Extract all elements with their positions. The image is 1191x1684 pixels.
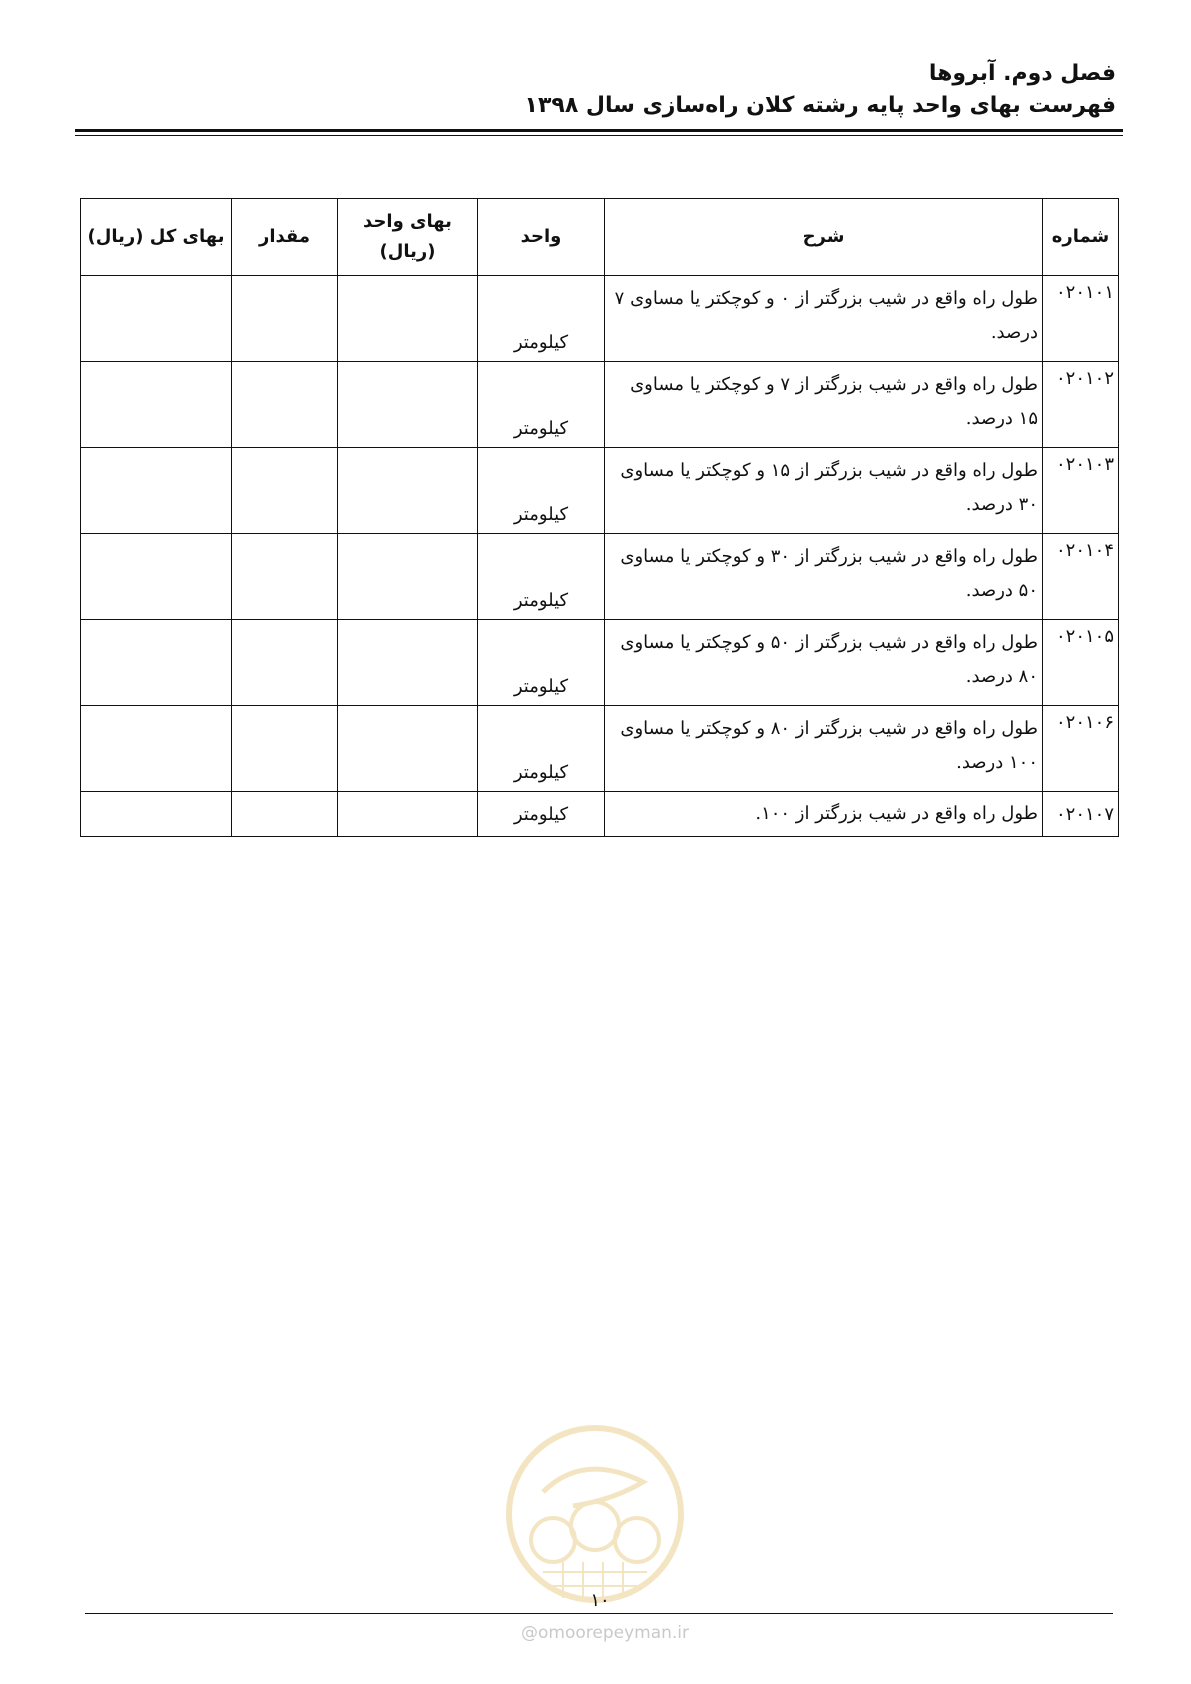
table-row xyxy=(81,362,1119,448)
document-title: فهرست بهای واحد پایه رشته کلان راه‌سازی سال ۱۳۹۸ xyxy=(524,93,1116,118)
watermark-gears xyxy=(531,1502,659,1562)
table-row xyxy=(81,792,1119,837)
row-description: طول راه واقع در شیب بزرگتر از ۱۰۰. xyxy=(605,792,1043,837)
row-total xyxy=(81,448,232,534)
page-header xyxy=(525,58,1116,122)
row-description: طول راه واقع در شیب بزرگتر از ۰ و کوچکتر یا مساوی ۷ درصد. xyxy=(605,276,1043,362)
row-unit-price xyxy=(338,534,478,620)
row-quantity xyxy=(232,620,338,706)
row-number: ۰۲۰۱۰۶ xyxy=(1043,706,1119,792)
footer-rule xyxy=(85,1613,1113,1614)
row-number: ۰۲۰۱۰۲ xyxy=(1043,362,1119,448)
row-quantity xyxy=(232,448,338,534)
header-unit-price-line2: (ریال) xyxy=(379,241,436,262)
row-unit-price xyxy=(338,448,478,534)
header-description: شرح xyxy=(605,199,1043,276)
row-unit: کیلومتر xyxy=(478,792,605,837)
row-quantity xyxy=(232,706,338,792)
row-quantity xyxy=(232,276,338,362)
row-number: ۰۲۰۱۰۱ xyxy=(1043,276,1119,362)
row-unit: کیلومتر xyxy=(478,534,605,620)
row-description: طول راه واقع در شیب بزرگتر از ۵۰ و کوچکتر یا مساوی ۸۰ درصد. xyxy=(605,620,1043,706)
row-number: ۰۲۰۱۰۵ xyxy=(1043,620,1119,706)
row-number: ۰۲۰۱۰۴ xyxy=(1043,534,1119,620)
row-quantity xyxy=(232,362,338,448)
row-description: طول راه واقع در شیب بزرگتر از ۳۰ و کوچکتر یا مساوی ۵۰ درصد. xyxy=(605,534,1043,620)
row-total xyxy=(81,362,232,448)
row-unit-price xyxy=(338,706,478,792)
row-unit-price xyxy=(338,362,478,448)
row-unit: کیلومتر xyxy=(478,706,605,792)
header-unit: واحد xyxy=(478,199,605,276)
header-number: شماره xyxy=(1043,199,1119,276)
row-description: طول راه واقع در شیب بزرگتر از ۸۰ و کوچکتر یا مساوی ۱۰۰ درصد. xyxy=(605,706,1043,792)
table-row xyxy=(81,620,1119,706)
row-total xyxy=(81,276,232,362)
website-watermark: @omoorepeyman.ir xyxy=(520,1623,690,1643)
table-header-row xyxy=(81,199,1119,276)
chapter-title: فصل دوم. آبروها xyxy=(928,61,1116,86)
row-total xyxy=(81,620,232,706)
row-description: طول راه واقع در شیب بزرگتر از ۷ و کوچکتر یا مساوی ۱۵ درصد. xyxy=(605,362,1043,448)
table-row xyxy=(81,276,1119,362)
row-total xyxy=(81,706,232,792)
row-unit-price xyxy=(338,792,478,837)
table-row xyxy=(81,534,1119,620)
row-unit: کیلومتر xyxy=(478,448,605,534)
row-unit: کیلومتر xyxy=(478,620,605,706)
watermark-ring xyxy=(509,1428,681,1600)
row-number: ۰۲۰۱۰۳ xyxy=(1043,448,1119,534)
row-total xyxy=(81,792,232,837)
header-rule-thin xyxy=(75,135,1123,136)
price-list-table xyxy=(80,198,1119,837)
header-rule-thick xyxy=(75,129,1123,132)
row-total xyxy=(81,534,232,620)
row-unit-price xyxy=(338,620,478,706)
row-number: ۰۲۰۱۰۷ xyxy=(1043,792,1119,837)
row-quantity xyxy=(232,534,338,620)
header-total-price: بهای کل (ریال) xyxy=(81,199,232,276)
header-unit-price xyxy=(338,199,478,276)
row-quantity xyxy=(232,792,338,837)
watermark-logo xyxy=(503,1422,687,1606)
row-description: طول راه واقع در شیب بزرگتر از ۱۵ و کوچکتر یا مساوی ۳۰ درصد. xyxy=(605,448,1043,534)
page-number: ۱۰ xyxy=(590,1590,610,1611)
table-row xyxy=(81,448,1119,534)
row-unit: کیلومتر xyxy=(478,362,605,448)
table-row xyxy=(81,706,1119,792)
row-unit-price xyxy=(338,276,478,362)
header-quantity: مقدار xyxy=(232,199,338,276)
header-unit-price-line1: بهای واحد xyxy=(363,211,452,232)
row-unit: کیلومتر xyxy=(478,276,605,362)
